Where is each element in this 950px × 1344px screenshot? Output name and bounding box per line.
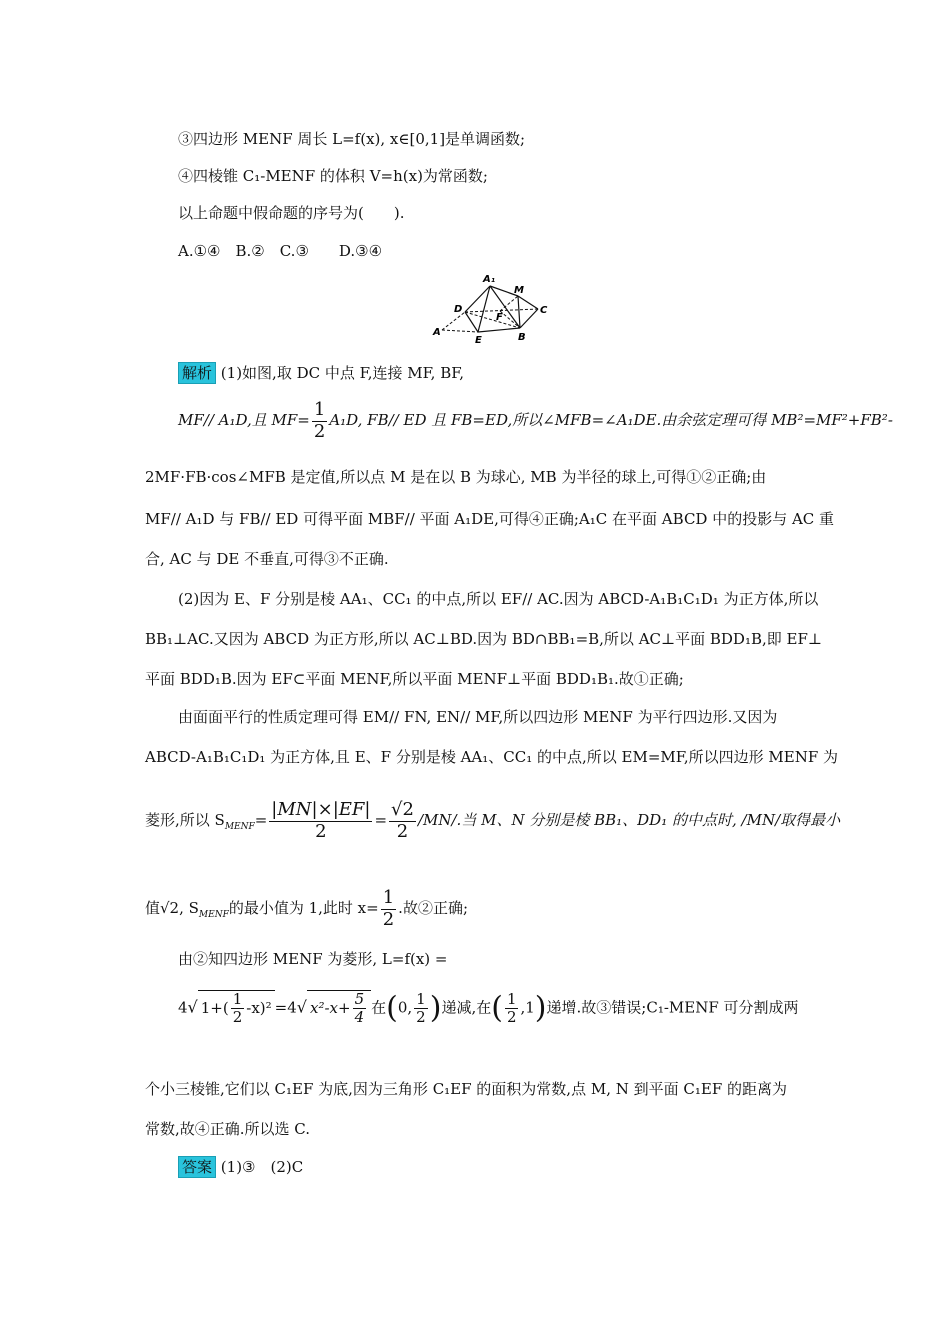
solution-line-10: ABCD-A₁B₁C₁D₁ 为正方体,且 E、F 分别是棱 AA₁、CC₁ 的中点,所以 EM=MF,所以四边形 MENF 为 (145, 748, 838, 766)
proposition-4: ④四棱锥 C₁-MENF 的体积 V=h(x)为常函数; (178, 167, 488, 185)
coef-4b: =4 (274, 998, 297, 1017)
label-b: B (518, 332, 526, 343)
solution-text-11d: /MN/.当 M、N 分别是棱 BB₁、DD₁ 的中点时, /MN/取得最小 (417, 811, 841, 830)
area-fraction: $\frac{|MN|\times|EF|}{2}$ (271, 799, 371, 842)
solution-tag: 解析 (178, 362, 216, 384)
label-d: D (454, 304, 463, 315)
solution-line-12 (145, 888, 468, 930)
sqrt-expr-1: 1+( $\frac{1}{2}$ -x)² (198, 990, 275, 1027)
root2-fraction: $\frac{√2}{2}$ (391, 799, 414, 842)
solution-line-7: BB₁⊥AC.又因为 ABCD 为正方形,所以 AC⊥BD.因为 BD∩BB₁=B,所以 AC⊥平面 BDD₁B,即 EF⊥ (145, 630, 822, 648)
solution-line-15: 个小三棱锥,它们以 C₁EF 为底,因为三角形 C₁EF 的面积为常数,点 M, N 到平面 C₁EF 的距离为 (145, 1080, 788, 1098)
solution-line-6: (2)因为 E、F 分别是棱 AA₁、CC₁ 的中点,所以 EF// AC.因为 ABCD-A₁B₁C₁D₁ 为正方体,所以 (178, 590, 819, 608)
solution-line-3: 2MF·FB·cos∠MFB 是定值,所以点 M 是在以 B 为球心, MB 为半径的球上,可得①②正确;由 (145, 468, 767, 486)
text-zai-1: 在 (371, 998, 387, 1017)
coef-4a: 4 (178, 998, 188, 1017)
proposition-3: ③四边形 MENF 周长 L=f(x), x∈[0,1]是单调函数; (178, 130, 526, 148)
label-c: C (540, 305, 548, 316)
solution-text-1: (1)如图,取 DC 中点 F,连接 MF, BF, (220, 364, 465, 382)
solution-line-11 (145, 800, 840, 842)
solution-text-2b: A₁D, FB// ED 且 FB=ED,所以∠MFB=∠A₁DE.由余弦定理可得 MB²=MF²+FB²- (329, 411, 893, 430)
solution-text-11a: 菱形,所以 S (145, 811, 225, 830)
solution-line-13: 由②知四边形 MENF 为菱形, L=f(x) = (178, 950, 448, 968)
answer-text: (1)③ (2)C (220, 1158, 304, 1176)
solution-line-14: 4√ 1+( $\frac{1}{2}$ -x)² =4√ x²-x+ $\frac{5}{4}$ 在(0, $\frac{1}{2}$ )递减,在( $\frac{1}{2}$ ,1)递增.故③错误;C₁-MENF 可分割成两 (178, 989, 799, 1027)
solution-line-4: MF// A₁D 与 FB// ED 可得平面 MBF// 平面 A₁DE,可得④正确;A₁C 在平面 ABCD 中的投影与 AC 重 (145, 510, 835, 528)
answer-options: A.①④ B.② C.③ D.③④ (178, 242, 383, 260)
equals-2: = (374, 811, 388, 830)
area-subscript-2: MENF (198, 910, 229, 921)
solution-text-12b: 的最小值为 1,此时 x= (228, 899, 379, 918)
x-half-fraction: $\frac{1}{2}$ (382, 887, 395, 930)
solution-text-12c: .故②正确; (398, 899, 468, 918)
label-m: M (514, 285, 524, 296)
interval-1-start: 0, (397, 998, 413, 1017)
label-a1: A₁ (483, 274, 496, 285)
fraction-half: $\frac{1}{2}$ (313, 399, 326, 442)
pyramid-figure (430, 272, 555, 347)
solution-text-12a: 值√2, S (145, 899, 199, 918)
solution-text-14e: 递增.故③错误;C₁-MENF 可分割成两 (546, 998, 799, 1017)
text-decreasing: 递减,在 (441, 998, 492, 1017)
label-e: E (475, 335, 482, 346)
question-text: 以上命题中假命题的序号为( ). (178, 204, 405, 222)
label-f: F (496, 312, 503, 323)
interval-2-end: ,1 (520, 998, 535, 1017)
answer-tag: 答案 (178, 1156, 216, 1178)
solution-text-2a: MF// A₁D,且 MF= (178, 411, 310, 430)
answer-line (178, 1158, 303, 1176)
solution-line-1 (178, 364, 464, 382)
solution-line-2 (178, 400, 893, 442)
area-subscript: MENF (224, 822, 255, 833)
sqrt-expr-2: x²-x+ $\frac{5}{4}$ (307, 990, 371, 1027)
solution-line-16: 常数,故④正确.所以选 C. (145, 1120, 311, 1138)
solution-line-8: 平面 BDD₁B.因为 EF⊂平面 MENF,所以平面 MENF⊥平面 BDD₁B₁.故①正确; (145, 670, 684, 688)
solution-line-9: 由面面平行的性质定理可得 EM// FN, EN// MF,所以四边形 MENF 为平行四边形.又因为 (178, 708, 778, 726)
equals-1: = (254, 811, 268, 830)
solution-line-5: 合, AC 与 DE 不垂直,可得③不正确. (145, 550, 389, 568)
label-a: A (433, 327, 441, 338)
